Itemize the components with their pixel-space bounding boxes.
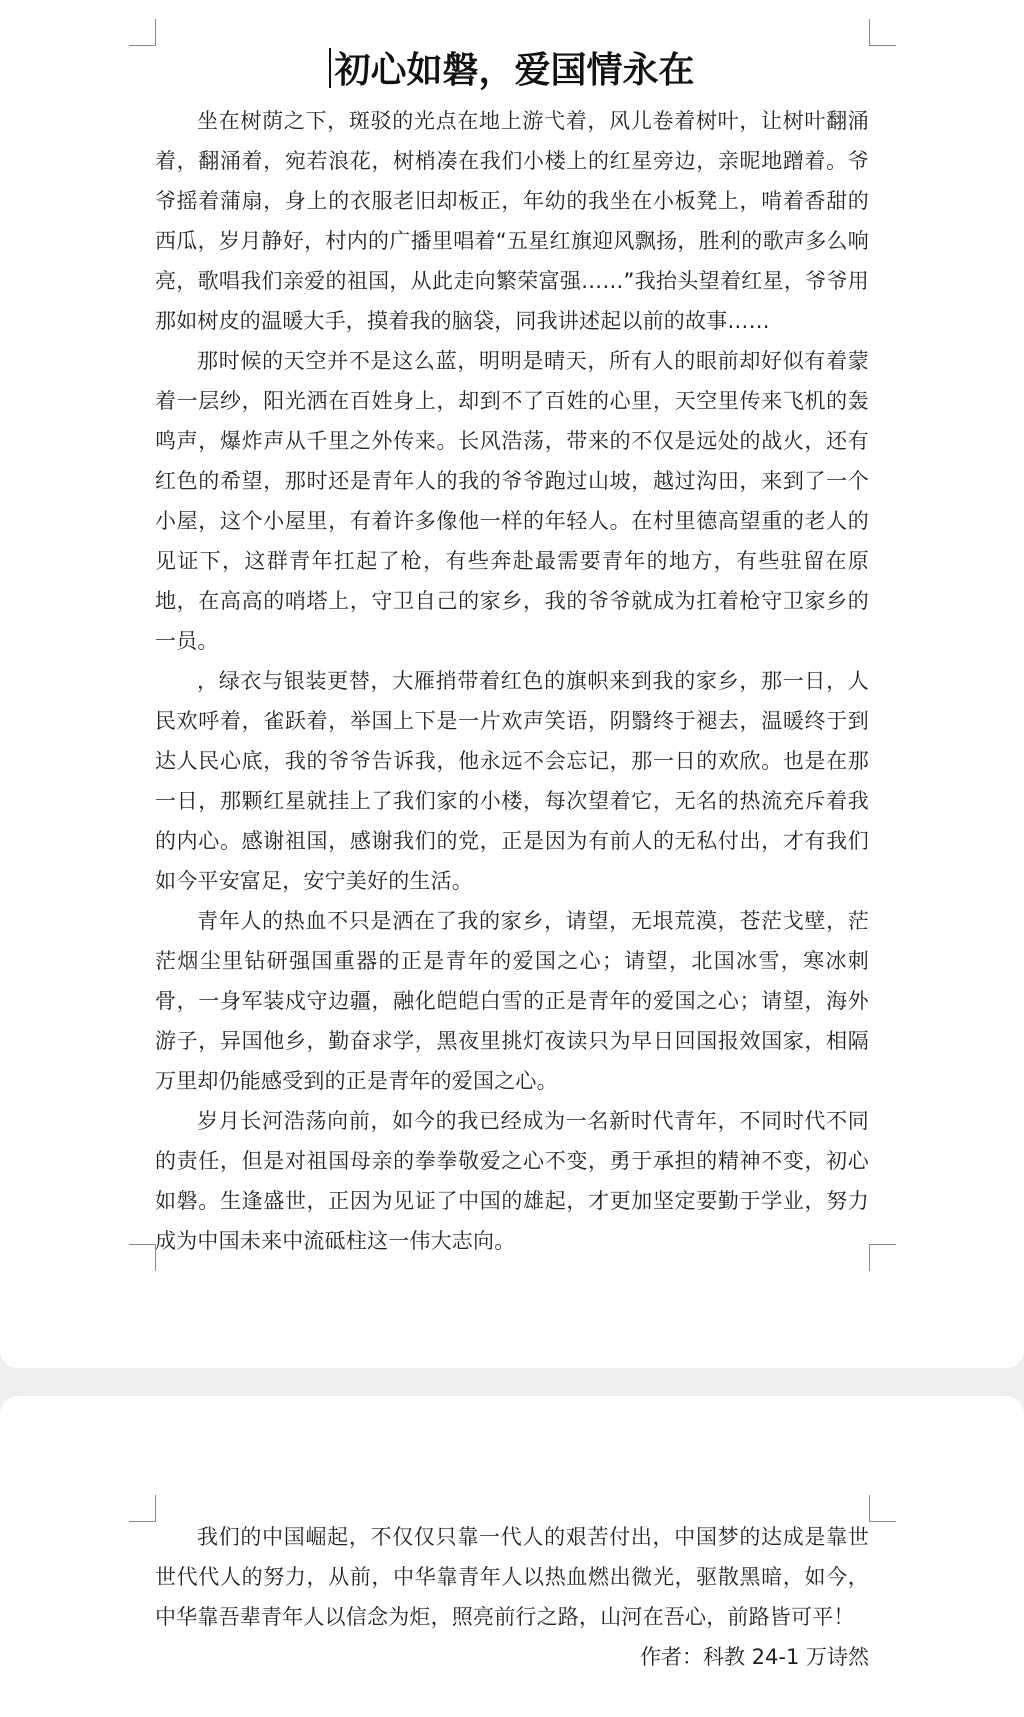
document-body[interactable] xyxy=(155,48,869,1261)
paragraph-1[interactable]: 坐在树荫之下，斑驳的光点在地上游弋着，风儿卷着树叶，让树叶翻涌着，翻涌着，宛若浪花，树梢凑在我们小楼上的红星旁边，亲昵地蹭着。爷爷摇着蒲扇，身上的衣服老旧却板正，年幼的我坐在小板凳上，啃着香甜的西瓜，岁月静好，村内的广播里唱着“五星红旗迎风飘扬，胜利的歌声多么响亮，歌唱我们亲爱的祖国，从此走向繁荣富强……”我抬头望着红星，爷爷用那如树皮的温暖大手，摸着我的脑袋，同我讲述起以前的故事…… xyxy=(155,109,869,333)
document-title[interactable] xyxy=(155,48,869,93)
page-margin-corner-top-left xyxy=(129,19,156,46)
page-margin-corner-top-left xyxy=(129,1495,156,1522)
page-margin-corner-bottom-right xyxy=(869,1244,896,1271)
paragraph-3[interactable]: ，绿衣与银装更替，大雁捎带着红色的旗帜来到我的家乡，那一日，人民欢呼着，雀跃着，举国上下是一片欢声笑语，阴翳终于褪去，温暖终于到达人民心底，我的爷爷告诉我，他永远不会忘记，那一日的欢欣。也是在那一日，那颗红星就挂上了我们家的小楼，每次望着它，无名的热流充斥着我的内心。感谢祖国，感谢我们的党，正是因为有前人的无私付出，才有我们如今平安富足，安宁美好的生活。 xyxy=(155,669,869,893)
page-margin-corner-bottom-left xyxy=(129,1244,156,1271)
document-title-text: 初心如磐，爱国情永在 xyxy=(334,50,695,91)
document-body-page-2[interactable] xyxy=(155,1517,869,1677)
author-line[interactable]: 作者：科教 24-1 万诗然 xyxy=(639,1645,869,1669)
paragraph-4[interactable]: 青年人的热血不只是洒在了我的家乡，请望，无垠荒漠，苍茫戈壁，茫茫烟尘里钻研强国重器的正是青年的爱国之心；请望，北国冰雪，寒冰刺骨，一身军装戍守边疆，融化皑皑白雪的正是青年的爱国之心；请望，海外游子，异国他乡，勤奋求学，黑夜里挑灯夜读只为早日回国报效国家，相隔万里却仍能感受到的正是青年的爱国之心。 xyxy=(155,909,869,1093)
page-margin-corner-top-right xyxy=(869,1495,896,1522)
document-page-2 xyxy=(0,1396,1024,1717)
paragraph-2[interactable]: 那时候的天空并不是这么蓝，明明是晴天，所有人的眼前却好似有着蒙着一层纱，阳光洒在百姓身上，却到不了百姓的心里，天空里传来飞机的轰鸣声，爆炸声从千里之外传来。长风浩荡，带来的不仅是远处的战火，还有红色的希望，那时还是青年人的我的爷爷跑过山坡，越过沟田，来到了一个小屋，这个小屋里，有着许多像他一样的年轻人。在村里德高望重的老人的见证下，这群青年扛起了枪，有些奔赴最需要青年的地方，有些驻留在原地，在高高的哨塔上，守卫自己的家乡，我的爷爷就成为扛着枪守卫家乡的一员。 xyxy=(155,349,869,653)
paragraph-5[interactable]: 岁月长河浩荡向前，如今的我已经成为一名新时代青年，不同时代不同的责任，但是对祖国母亲的拳拳敬爱之心不变，勇于承担的精神不变，初心如磐。生逢盛世，正因为见证了中国的雄起，才更加坚定要勤于学业，努力成为中国未来中流砥柱这一伟大志向。 xyxy=(155,1109,869,1253)
page-margin-corner-top-right xyxy=(869,19,896,46)
text-cursor xyxy=(329,48,331,88)
paragraph-6[interactable]: 我们的中国崛起，不仅仅只靠一代人的艰苦付出，中国梦的达成是靠世世代代人的努力，从前，中华靠青年人以热血燃出微光，驱散黑暗，如今，中华靠吾辈青年人以信念为炬，照亮前行之路，山河在吾心，前路皆可平！ xyxy=(155,1525,869,1629)
